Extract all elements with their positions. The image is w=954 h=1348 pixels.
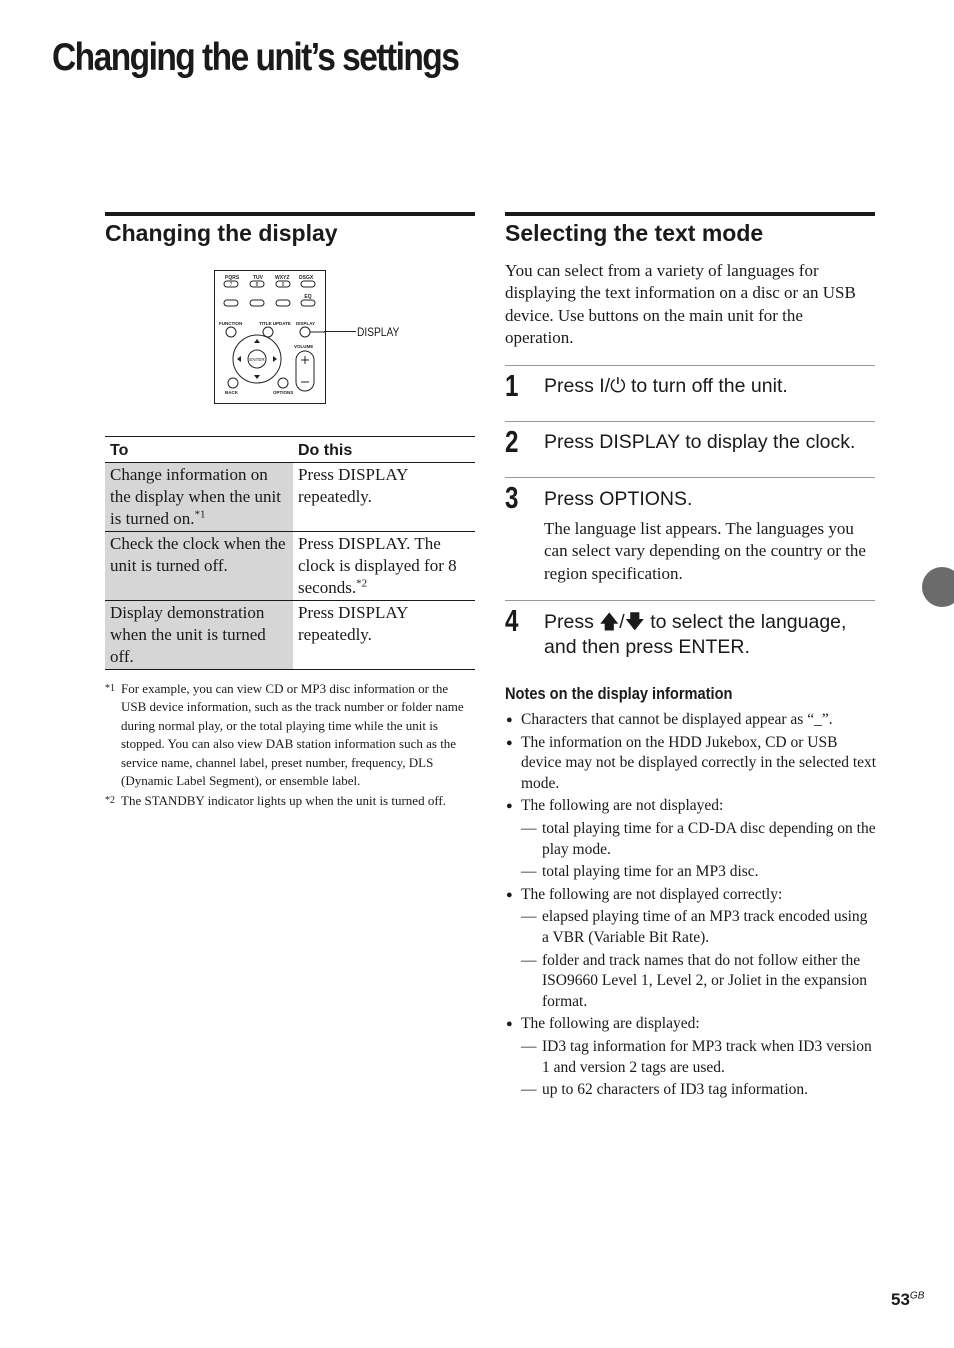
footnote-text: For example, you can view CD or MP3 disc information or the USB device information, such as the track number or folder name during normal play, or the total playing time while the unit is stopped. You can also view DAB station information such as the service name, channel label, preset number, frequency, DLS (Dynamic Label Segment), or ensemble label. [121, 681, 464, 789]
step-divider [505, 600, 875, 601]
step-divider [505, 477, 875, 478]
table-header-to: To [105, 437, 293, 463]
remote-key-7: 7 [229, 282, 233, 288]
dash-icon: — [521, 1037, 537, 1055]
table-header-do-this: Do this [293, 437, 475, 463]
step-number-1: 1 [505, 368, 519, 403]
remote-label-title-update: TITLE UPDATE [259, 321, 291, 326]
bullet-icon: ● [506, 714, 513, 726]
note-item: ● The following are displayed: [505, 1014, 877, 1035]
step-3-detail: The language list appears. The languages you can select vary depending on the country or the region specification. [544, 519, 866, 583]
note-subitem: — up to 62 characters of ID3 tag information. [505, 1080, 877, 1101]
bullet-icon: ● [506, 1018, 513, 1031]
note-subitem: — ID3 tag information for MP3 track when ID3 version 1 and version 2 tags are used. [521, 1037, 872, 1076]
footnote-mark: *2 [105, 795, 115, 807]
remote-label-wxyz: WXYZ [275, 275, 290, 281]
power-icon: I/⏻ [599, 375, 626, 397]
table-cell-to: Display demonstration when the unit is turned off. [105, 601, 293, 670]
step-number-3: 3 [505, 480, 519, 515]
dash-icon: — [521, 951, 537, 969]
footnote-ref: *2 [356, 577, 368, 590]
intro-paragraph: You can select from a variety of languages for displaying the text information on a disc or an USB device. Use buttons on the main unit for the operation. [505, 261, 856, 348]
remote-key-9: 9 [281, 282, 285, 288]
note-subitem: — total playing time for an MP3 disc. [505, 862, 877, 883]
footnote [105, 680, 475, 790]
step-divider [505, 421, 875, 422]
footnotes [105, 680, 475, 813]
note-subitem: — folder and track names that do not follow either the ISO9660 Level 1, Level 2, or Joliet in the expansion format. [521, 951, 868, 1010]
notes-list [505, 710, 877, 1103]
remote-label-options: OPTIONS [273, 390, 294, 395]
display-settings-table [105, 436, 475, 670]
left-section-rule [105, 212, 475, 216]
footnote-ref: *1 [194, 508, 206, 521]
note-subitem: — elapsed playing time of an MP3 track encoded using a VBR (Variable Bit Rate). [521, 908, 868, 946]
chapter-side-tab [922, 567, 954, 607]
remote-label-pqrs: PQRS [225, 275, 240, 281]
note-item: ● The following are not displayed: [505, 796, 877, 817]
page-title: Changing the unit’s settings [52, 36, 459, 79]
display-callout-line [324, 331, 356, 332]
display-callout-label: DISPLAY [357, 325, 400, 339]
footnote-text: The STANDBY indicator lights up when the unit is turned off. [121, 793, 446, 809]
note-item: ● Characters that cannot be displayed appear as “_”. [505, 710, 877, 731]
dash-icon: — [521, 819, 537, 837]
section-heading-text-mode: Selecting the text mode [505, 220, 764, 246]
step-2-text: Press DISPLAY to display the clock. [544, 431, 856, 453]
step-3-text: Press OPTIONS. [544, 488, 693, 510]
remote-label-dsgx: DSGX [299, 275, 314, 281]
table-row [105, 463, 475, 532]
remote-control-illustration [214, 270, 326, 404]
note-item: ● The information on the HDD Jukebox, CD or USB device may not be displayed correctly in the selected text mode. [506, 733, 877, 792]
remote-label-volume: VOLUME [294, 344, 314, 349]
footnote [105, 792, 475, 810]
up-down-arrow-icon: 🡅/🡇 [599, 611, 645, 633]
remote-label-back: BACK [225, 390, 238, 395]
step-1-text: Press I/⏻ to turn off the unit. [544, 375, 788, 397]
step-number-4: 4 [505, 603, 519, 638]
step-4-text: Press 🡅/🡇 to select the language, and then press ENTER. [544, 611, 847, 658]
right-section-rule [505, 212, 875, 216]
table-cell-to: Check the clock when the unit is turned off. [105, 532, 293, 601]
remote-label-tuv: TUV [253, 275, 263, 281]
bullet-icon: ● [506, 888, 513, 901]
page-number: $53^{GB}$ [891, 1290, 925, 1309]
table-cell-do: Press DISPLAY repeatedly. [293, 601, 475, 670]
table-cell-to: Change information on the display when the unit is turned on.$^{*1}$ [105, 463, 293, 532]
note-item: ● The following are not displayed correctly: [505, 885, 877, 906]
remote-label-display: DISPLAY [296, 321, 316, 326]
bullet-icon: ● [506, 736, 513, 749]
section-heading-changing-display: Changing the display [105, 220, 338, 246]
table-row [105, 532, 475, 601]
page-suffix: GB [909, 1290, 925, 1302]
step-divider [505, 365, 875, 366]
remote-key-8: 8 [255, 282, 259, 288]
dash-icon: — [521, 1081, 537, 1099]
table-row [105, 601, 475, 670]
footnote-mark: *1 [105, 683, 115, 694]
bullet-icon: ● [506, 800, 513, 813]
remote-label-enter: ENTER [249, 357, 265, 362]
remote-label-function: FUNCTION [219, 321, 243, 326]
table-cell-do: Press DISPLAY. The clock is displayed for 8 seconds.$^{*2}$ [293, 532, 475, 601]
remote-label-eq: EQ [304, 294, 312, 300]
note-subitem: — total playing time for a CD-DA disc depending on the play mode. [521, 819, 876, 858]
step-number-2: 2 [505, 424, 519, 459]
notes-heading: Notes on the display information [505, 684, 733, 703]
table-cell-do: Press DISPLAY repeatedly. [293, 463, 475, 532]
dash-icon: — [521, 863, 537, 881]
dash-icon: — [521, 908, 537, 926]
